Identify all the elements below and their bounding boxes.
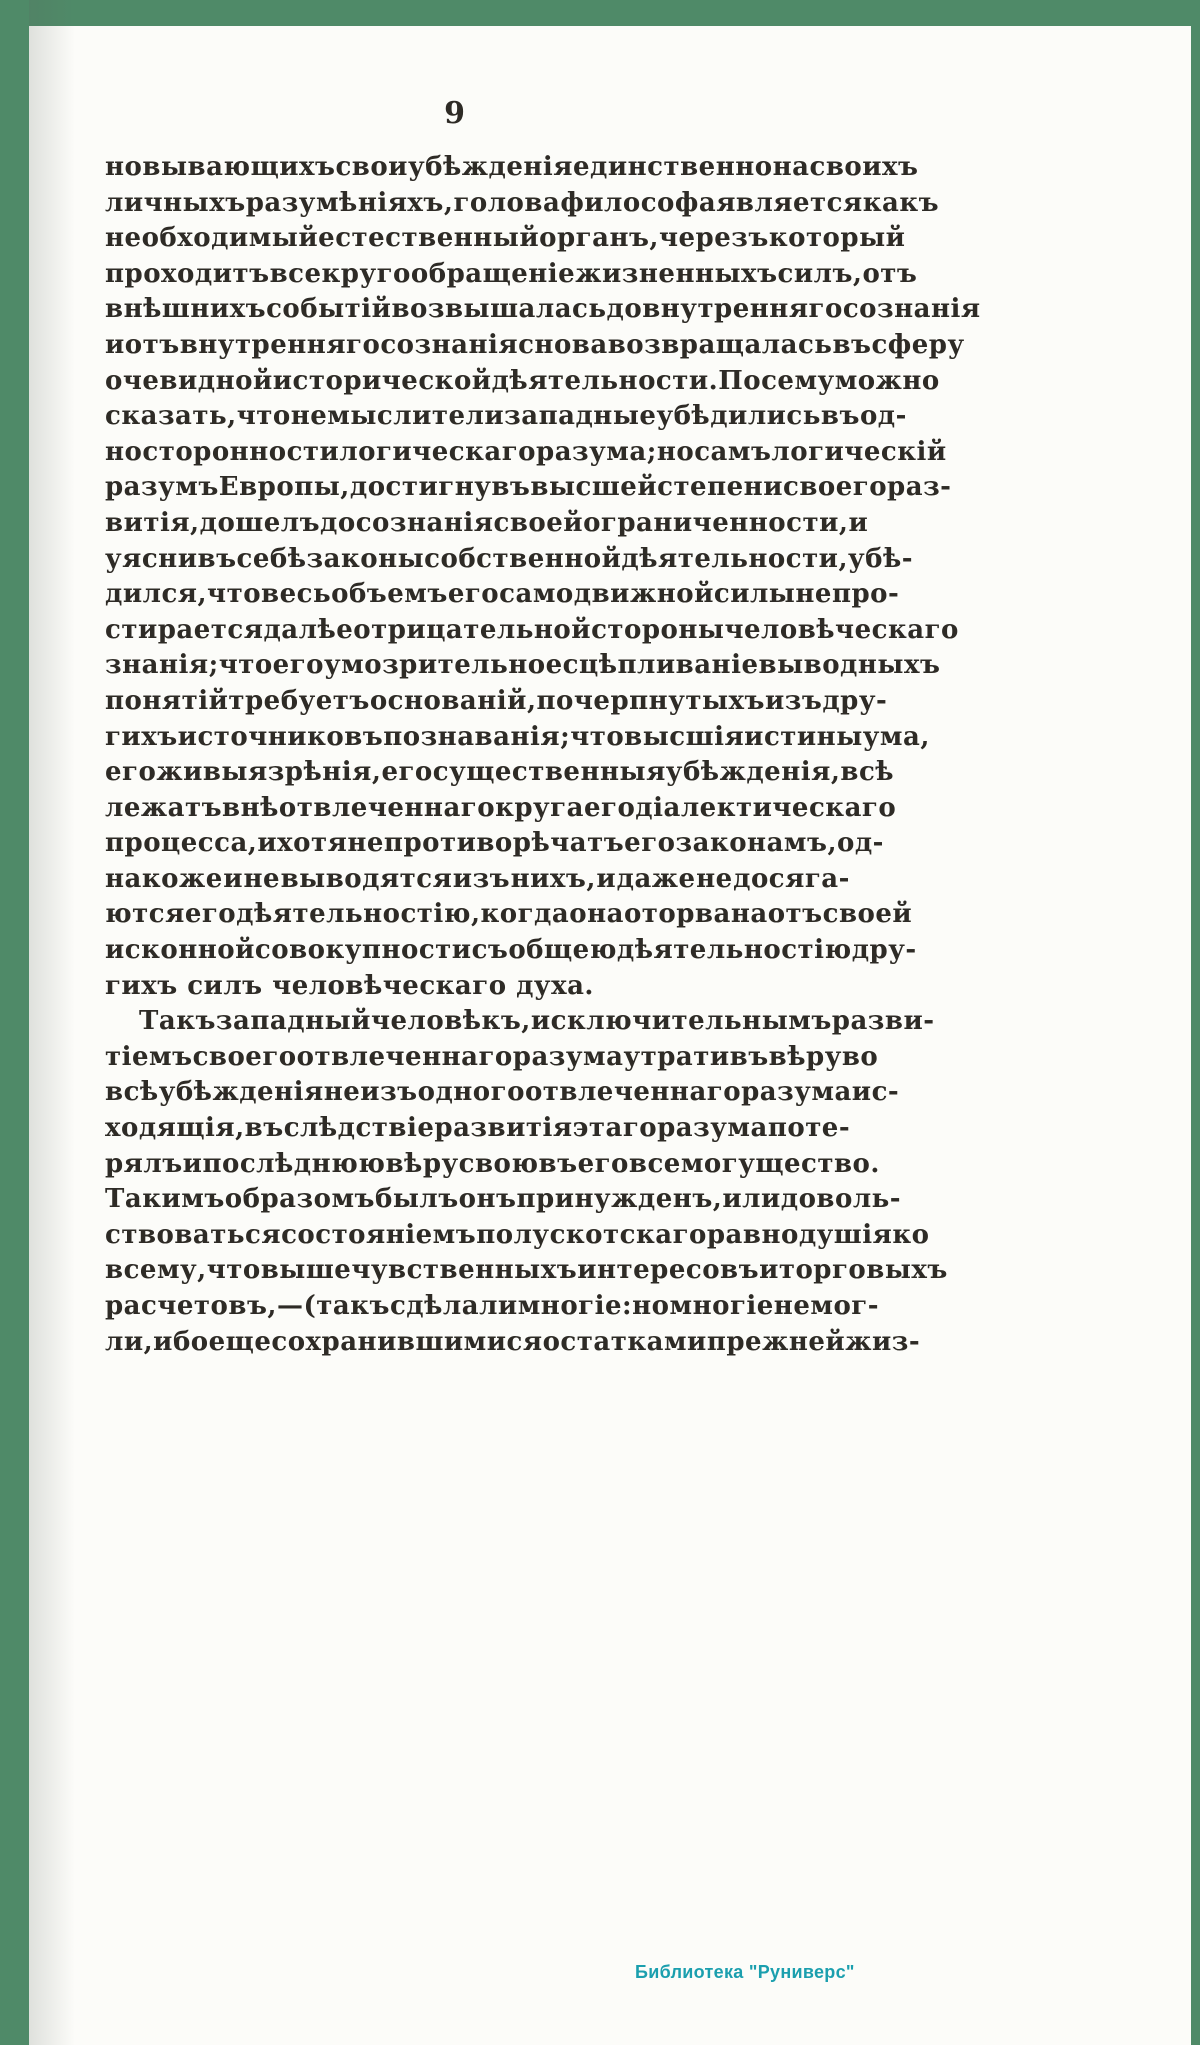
text-line: проходитъ все кругообращеніе жизненныхъ силъ, отъ xyxy=(105,258,918,289)
text-line: сказать , что не мыслители западные убѣдились въ од- xyxy=(105,401,907,432)
text-line: ются его дѣятельностію, когда она оторвана отъ своей xyxy=(105,899,913,930)
text-line: стирается далѣе отрицательной стороны человѣческаго xyxy=(105,614,959,645)
text-line: внѣшнихъ событій возвышалась до внутренняго сознанія xyxy=(105,294,981,325)
text-line: разумъ Европы, достигнувъ высшей степени своего раз- xyxy=(105,472,952,503)
text-line: тіемъ своего отвлеченнаго разума утративъ вѣру во xyxy=(105,1041,879,1072)
scan-edge-left xyxy=(0,0,29,2045)
text-line: ли, ибо еще сохранившимися остатками прежней жиз- xyxy=(105,1326,921,1357)
text-line: исконной совокупности съ общею дѣятельностію дру- xyxy=(105,935,917,966)
scan-edge-right xyxy=(1191,0,1200,2045)
text-line: дился, что весь объемъ его самодвижной силы не про- xyxy=(105,579,900,610)
text-line: ходящія , въ слѣдствіе развитія этаго разума поте- xyxy=(105,1113,851,1144)
text-line: всѣ убѣжденія не изъ одного отвлеченнаго разума ис- xyxy=(105,1077,900,1108)
text-line: расчетовъ, — ( такъ сдѣлали многіе: но многіе не мог- xyxy=(105,1291,880,1321)
text-line: лежатъ внѣ отвлеченнаго круга его діалектическаго xyxy=(105,792,897,823)
gutter-shadow xyxy=(29,0,75,2045)
text-line: и отъ внутренняго сознанія снова возвращалась въ сферу xyxy=(105,329,965,360)
text-line: необходимый естественный органъ , черезъ который xyxy=(105,223,906,254)
text-line: всему, что выше чувственныхъ интересовъ и торговыхъ xyxy=(105,1255,948,1286)
text-line: Такъ западный человѣкъ, исключительнымъ разви- xyxy=(139,1006,935,1037)
text-line: знанія; что его умозрительное сцѣпливаніе выводныхъ xyxy=(105,650,941,681)
text-line: понятій требуетъ основаній , почерпнутыхъ изъ дру- xyxy=(105,685,888,716)
text-line: уяснивъ себѣ законы собственной дѣятельности, убѣ- xyxy=(105,543,914,574)
text-line: витія , дошелъ до сознанія своей ограниченности , и xyxy=(105,507,869,538)
text-line: его живыя зрѣнія, его существенныя убѣжденія , всѣ xyxy=(105,757,895,788)
text-line: ствоваться состояніемъ полускотскаго равнодушія ко xyxy=(105,1219,930,1250)
text-line: носторонности логическаго разума; но самъ логическій xyxy=(105,436,947,467)
library-watermark: Библиотека "Руниверс" xyxy=(635,1962,855,1982)
page-number: 9 xyxy=(444,96,466,131)
text-line: процесса, и хотя не противорѣчатъ его законамъ, од- xyxy=(105,828,884,859)
text-line: очевидной исторической дѣятельности. Посему можно xyxy=(105,365,940,396)
text-line: накоже и не выводятся изъ нихъ, и даже не досяга- xyxy=(105,863,850,894)
text-block xyxy=(105,150,981,1360)
scan-edge-top xyxy=(0,0,1200,26)
text-line: личныхъ разумѣніяхъ, голова философа является какъ xyxy=(105,187,940,218)
text-line: Такимъ образомъ былъ онъ принужденъ, или доволь- xyxy=(105,1184,902,1215)
text-line: рялъ и послѣднюю вѣру свою въ его всемогущество. xyxy=(105,1148,880,1179)
text-line: новывающихъ свои убѣжденія единственно на своихъ xyxy=(105,152,919,182)
text-line: гихъ источниковъ познаванія; что высшія истины ума, xyxy=(105,721,930,752)
text-line: гихъ силъ человѣческаго духа. xyxy=(105,970,594,1001)
